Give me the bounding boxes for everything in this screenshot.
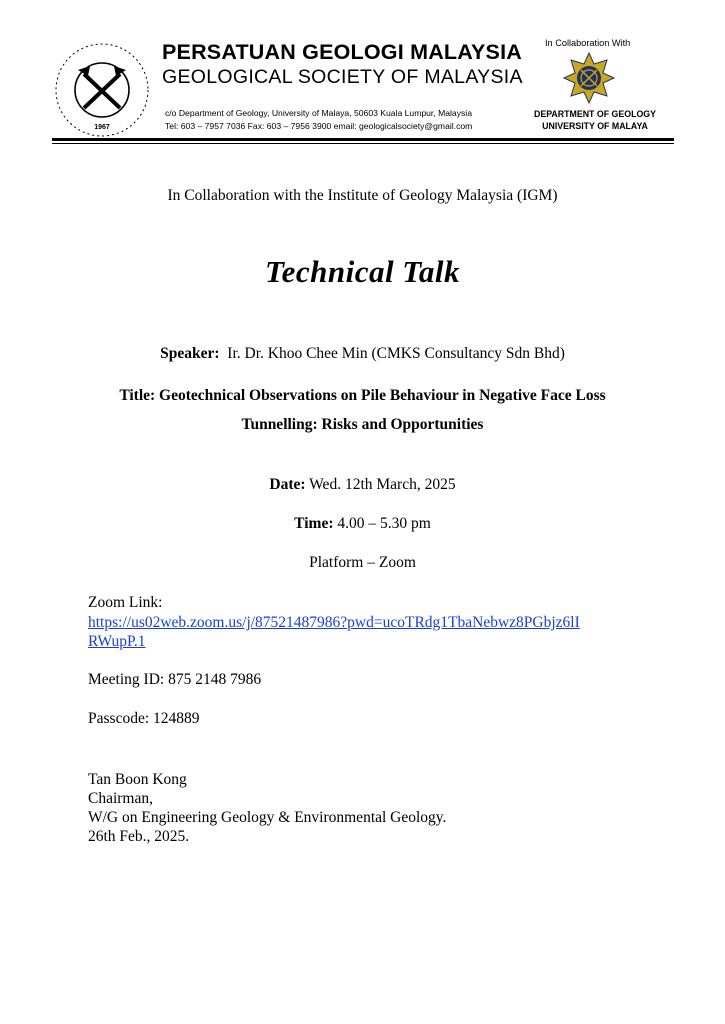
- zoom-link-continued[interactable]: RWupP.1: [88, 633, 146, 650]
- department-logo: [563, 52, 615, 104]
- zoom-link[interactable]: https://us02web.zoom.us/j/87521487986?pwd=ucoTRdg1TbaNebwz8PGbjz6lI: [88, 614, 580, 631]
- passcode: Passcode: 124889: [88, 710, 200, 727]
- meeting-id: Meeting ID: 875 2148 7986: [88, 671, 262, 688]
- logo-year: 1967: [94, 124, 110, 131]
- talk-title-line-2: Tunnelling: Risks and Opportunities: [241, 416, 484, 433]
- page-title: Technical Talk: [264, 254, 461, 289]
- society-address: c/o Department of Geology, University of Malaya, 50603 Kuala Lumpur, Malaysia: [165, 108, 472, 118]
- zoom-link-label: Zoom Link:: [88, 594, 163, 611]
- signatory-role: Chairman,: [88, 790, 153, 807]
- signature-date: 26th Feb., 2025.: [88, 828, 190, 845]
- time-value: 4.00 – 5.30 pm: [337, 515, 431, 532]
- date-label: Date:: [269, 476, 306, 493]
- speaker-value: Ir. Dr. Khoo Chee Min (CMKS Consultancy Sdn Bhd): [227, 345, 565, 362]
- platform-line: Platform – Zoom: [309, 554, 416, 571]
- signatory-group: W/G on Engineering Geology & Environmental Geology.: [88, 809, 447, 826]
- university-name: UNIVERSITY OF MALAYA: [542, 121, 648, 131]
- society-name-english: GEOLOGICAL SOCIETY OF MALAYSIA: [162, 66, 523, 88]
- collab-label: In Collaboration With: [545, 38, 631, 48]
- date-value: Wed. 12th March, 2025: [309, 476, 456, 493]
- signatory-name: Tan Boon Kong: [88, 771, 187, 788]
- header-divider: [52, 138, 674, 141]
- society-contact: Tel: 603 – 7957 7036 Fax: 603 – 7956 3900 email: geologicalsociety@gmail.com: [165, 121, 473, 131]
- date-line: [0, 476, 725, 494]
- speaker-line: [0, 345, 725, 363]
- talk-title-line-1: Title: Geotechnical Observations on Pile Behaviour in Negative Face Loss: [119, 387, 606, 404]
- header-divider-thin: [52, 143, 674, 144]
- time-line: [0, 515, 725, 533]
- society-logo: [52, 40, 152, 140]
- speaker-label: Speaker:: [160, 345, 220, 362]
- time-label: Time:: [294, 515, 334, 532]
- collaboration-line: In Collaboration with the Institute of Geology Malaysia (IGM): [167, 187, 558, 204]
- department-name: DEPARTMENT OF GEOLOGY: [533, 109, 657, 119]
- society-name-malay: PERSATUAN GEOLOGI MALAYSIA: [162, 40, 522, 64]
